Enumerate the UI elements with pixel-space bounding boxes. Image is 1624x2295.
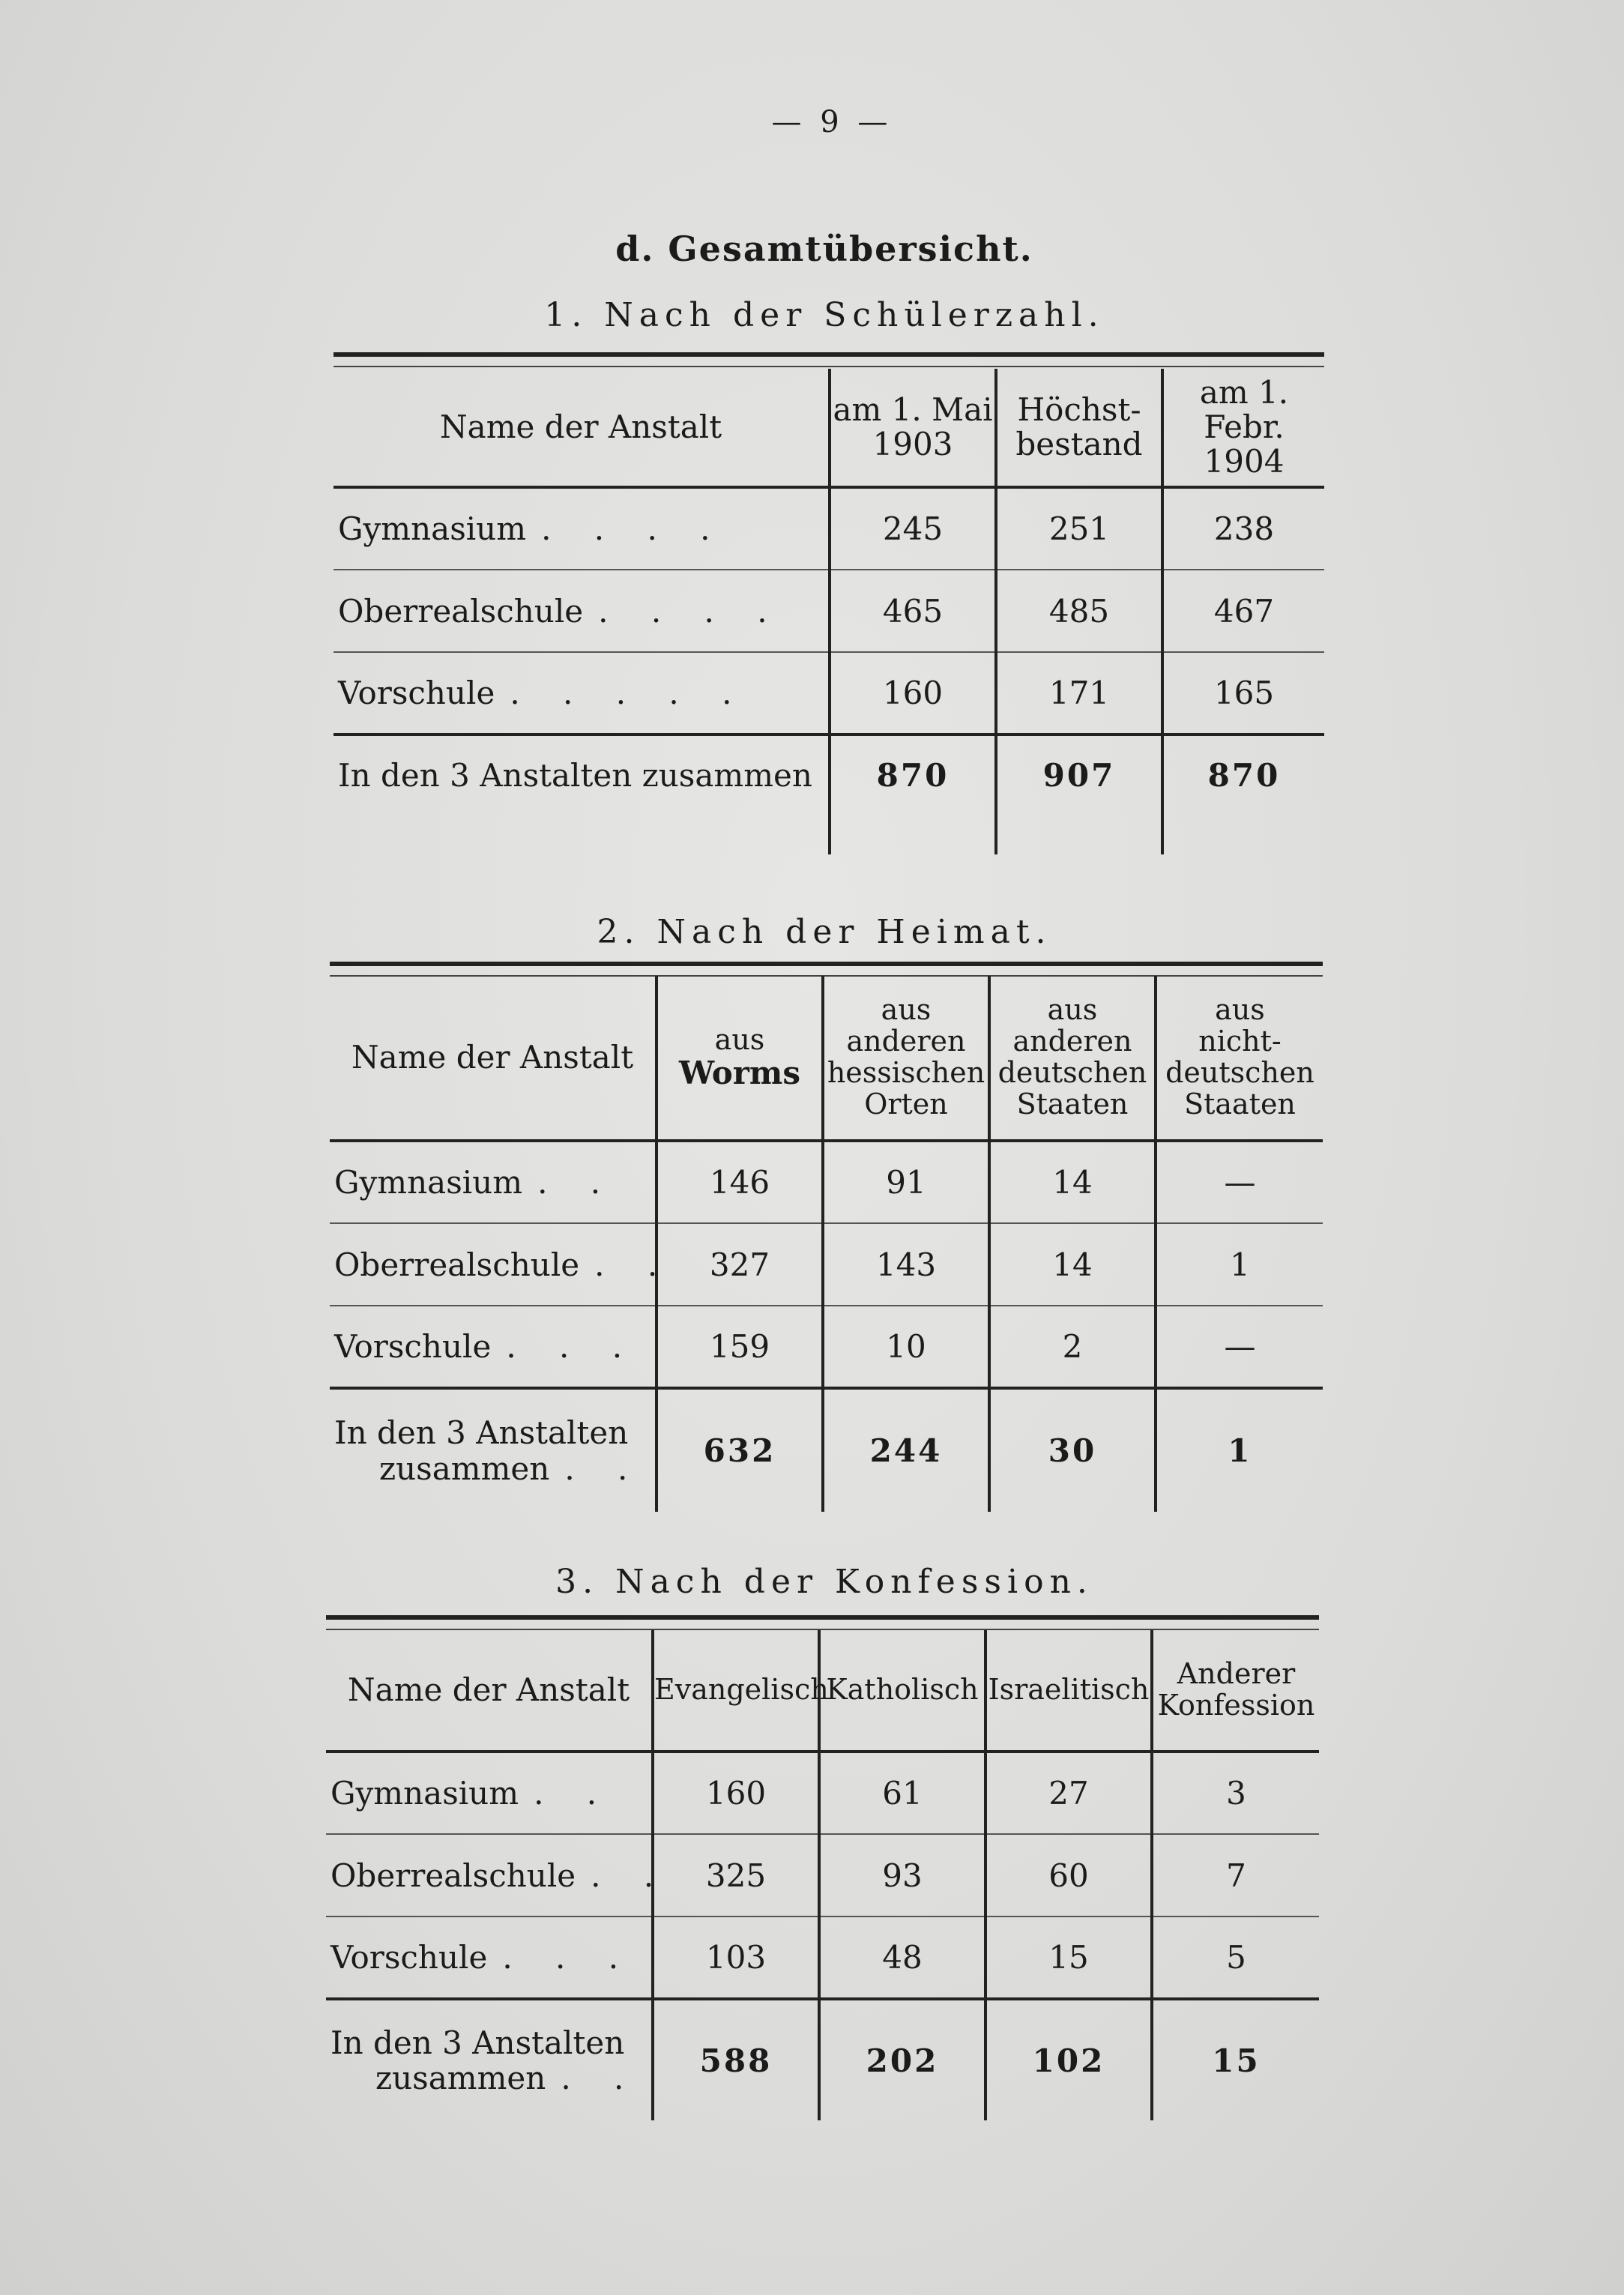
table-row: Gymnasium . . 146 91 14 — [330,1141,1323,1223]
table-total-row: In den 3 Anstalten zusammen . . 632 244 30 1 [330,1388,1323,1512]
row-name: Gymnasium [338,510,527,547]
total-value: 30 [989,1388,1156,1512]
total-value: 202 [819,1999,985,2120]
table-row: Vorschule . . . 159 10 2 — [330,1306,1323,1388]
cell-value: 103 [653,1916,819,1999]
table3-header-israelitisch: Israelitisch [985,1630,1152,1752]
cell-value: 485 [996,570,1162,652]
total-value: 632 [656,1388,823,1512]
table3-header-katholisch: Katholisch [819,1630,985,1752]
cell-value: 60 [985,1834,1152,1916]
cell-value: 159 [656,1306,823,1388]
cell-value: 465 [830,570,996,652]
row-name: Vorschule [334,1328,492,1365]
total-value: 588 [653,1999,819,2120]
total-value: 244 [823,1388,989,1512]
cell-value: 146 [656,1141,823,1223]
table3-header-evangelisch: Evangelisch [653,1630,819,1752]
table2-header-worms: aus Worms [656,976,823,1141]
cell-value: 160 [830,652,996,735]
cell-value: 27 [985,1752,1152,1834]
cell-value: 93 [819,1834,985,1916]
total-value: 15 [1152,1999,1319,2120]
cell-value: 165 [1162,652,1324,735]
total-name: In den 3 Anstalten [330,2024,625,2061]
cell-value: 5 [1152,1916,1319,1999]
total-name: In den 3 Anstalten zusammen [338,757,812,794]
cell-value: 171 [996,652,1162,735]
table2-header-nichtdeutsche-staaten: aus nicht- deutschen Staaten [1156,976,1323,1141]
cell-value: 2 [989,1306,1156,1388]
cell-value: 245 [830,487,996,570]
cell-value: 48 [819,1916,985,1999]
page-number: — 9 — [771,105,893,139]
table3-title: 3. Nach der Konfession. [555,1563,1093,1601]
table2-header-row [330,976,1323,1141]
row-name: Oberrealschule [334,1246,580,1283]
table-row: Gymnasium . . . . 245 251 238 [333,487,1324,570]
cell-value: 15 [985,1916,1152,1999]
table3-top-rule [326,1615,1319,1630]
table-total-row: In den 3 Anstalten zusammen . . 588 202 102 15 [326,1999,1319,2120]
table2-header-hessische-orte: aus anderen hessischen Orten [823,976,989,1141]
table-row: Oberrealschule . . 325 93 60 7 [326,1834,1319,1916]
row-name: Vorschule [330,1939,488,1976]
cell-value: 1 [1156,1223,1323,1306]
cell-value: 327 [656,1223,823,1306]
total-value: 907 [996,735,1162,854]
total-name: In den 3 Anstalten [334,1414,629,1452]
cell-value: 10 [823,1306,989,1388]
table1-header-mai-1903: am 1. Mai 1903 [830,369,996,487]
row-name: Gymnasium [330,1775,519,1812]
table3-header-andere-konfession: Anderer Konfession [1152,1630,1319,1752]
table-row: Vorschule . . . . . 160 171 165 [333,652,1324,735]
table2-title: 2. Nach der Heimat. [597,913,1052,951]
table1-header-febr-1904: am 1. Febr. 1904 [1162,369,1324,487]
table2-header-deutsche-staaten: aus anderen deutschen Staaten [989,976,1156,1141]
cell-value: 14 [989,1141,1156,1223]
cell-value: 467 [1162,570,1324,652]
row-name: Gymnasium [334,1164,523,1201]
cell-value: 7 [1152,1834,1319,1916]
row-name: Oberrealschule [330,1857,576,1894]
table1-header-hoechstbestand: Höchst- bestand [996,369,1162,487]
table1-title: 1. Nach der Schülerzahl. [544,296,1105,334]
table2-top-rule [330,962,1323,977]
table1-top-rule [333,352,1324,367]
cell-value: 238 [1162,487,1324,570]
cell-value: — [1156,1306,1323,1388]
cell-value: 160 [653,1752,819,1834]
cell-value: 14 [989,1223,1156,1306]
cell-value: 3 [1152,1752,1319,1834]
cell-value: 325 [653,1834,819,1916]
table-total-row [333,735,1324,854]
cell-value: — [1156,1141,1323,1223]
row-name: Oberrealschule [338,592,584,630]
table2-header-name: Name der Anstalt [330,976,656,1141]
total-value: 870 [830,735,996,854]
table3-header-row [326,1630,1319,1752]
total-value: 1 [1156,1388,1323,1512]
cell-value: 61 [819,1752,985,1834]
cell-value: 91 [823,1141,989,1223]
section-heading: d. Gesamtübersicht. [615,229,1033,269]
table1-header-row [333,369,1324,487]
total-value: 102 [985,1999,1152,2120]
table-row: Oberrealschule . . 327 143 14 1 [330,1223,1323,1306]
cell-value: 143 [823,1223,989,1306]
table3-header-name: Name der Anstalt [326,1630,653,1752]
total-value: 870 [1162,735,1324,854]
table-row: Oberrealschule . . . . 465 485 467 [333,570,1324,652]
table1-header-name: Name der Anstalt [333,369,830,487]
table-row: Vorschule . . . 103 48 15 5 [326,1916,1319,1999]
table-row: Gymnasium . . 160 61 27 3 [326,1752,1319,1834]
cell-value: 251 [996,487,1162,570]
row-name: Vorschule [338,675,495,711]
table-konfession [326,1630,1319,2120]
table-schuelerzahl [333,369,1324,854]
table-heimat [330,976,1323,1512]
